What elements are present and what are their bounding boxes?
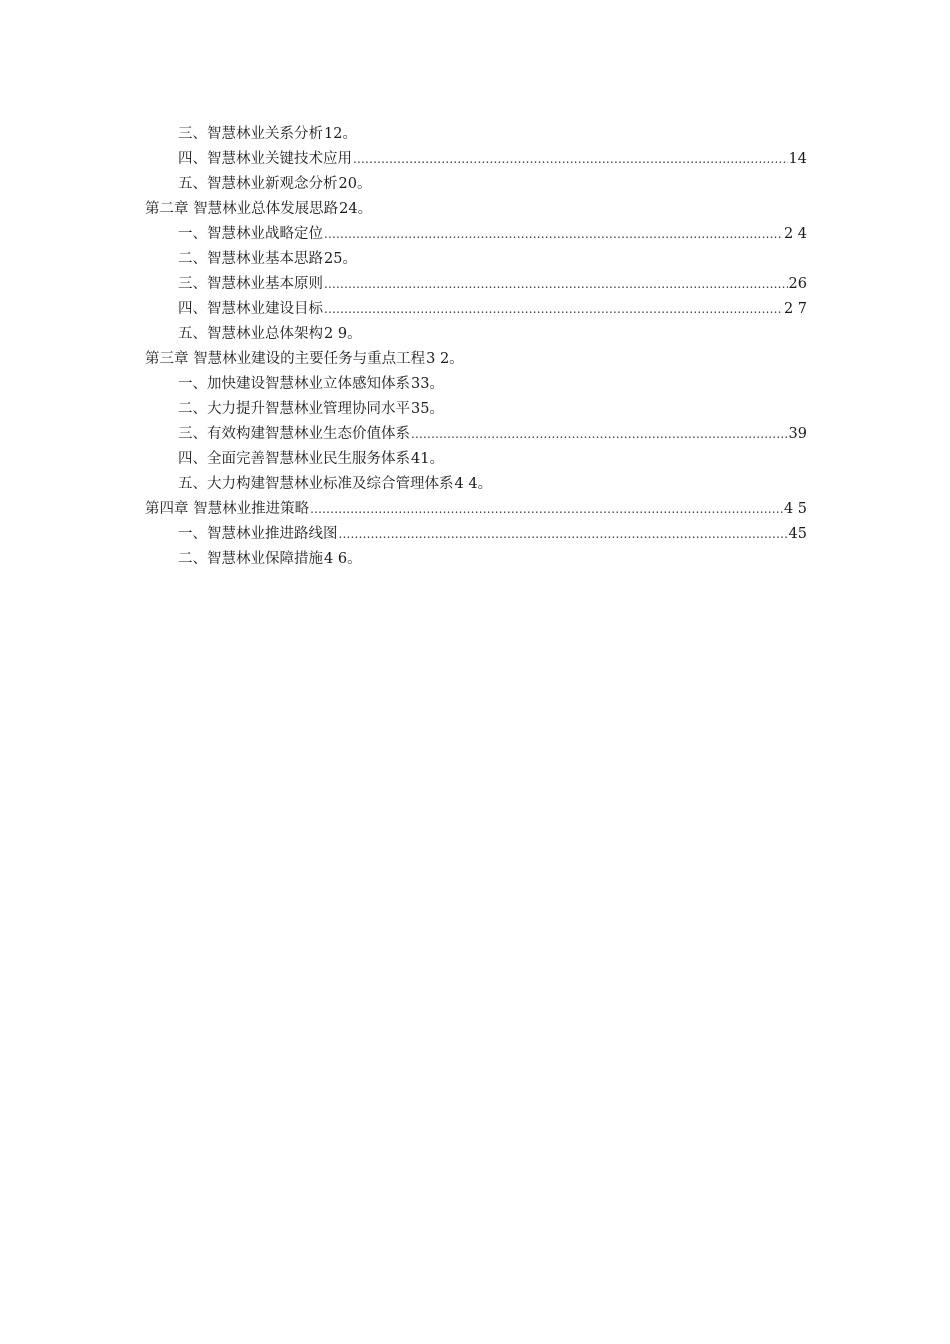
toc-entry-title: 二、大力提升智慧林业管理协同水平 bbox=[178, 401, 410, 417]
toc-entry-suffix: 。 bbox=[347, 551, 362, 567]
toc-page-number: 45 bbox=[788, 526, 807, 542]
toc-entry-suffix: 。 bbox=[356, 176, 372, 192]
toc-section-entry[interactable] bbox=[145, 172, 807, 197]
toc-dot-leader bbox=[324, 222, 783, 247]
toc-page-number: 25 bbox=[324, 251, 343, 267]
toc-section-entry[interactable] bbox=[145, 447, 807, 472]
toc-section-entry[interactable] bbox=[145, 272, 807, 297]
toc-section-entry[interactable] bbox=[145, 472, 807, 497]
toc-entry-title: 一、加快建设智慧林业立体感知体系 bbox=[178, 376, 410, 392]
toc-page-number: 2 4 bbox=[783, 226, 807, 242]
toc-page-number: 2 7 bbox=[783, 301, 807, 317]
toc-section-entry[interactable] bbox=[145, 322, 807, 347]
toc-page-number: 24 bbox=[339, 201, 358, 217]
toc-section-entry[interactable] bbox=[145, 422, 807, 447]
toc-page-number: 39 bbox=[788, 426, 807, 442]
toc-section-entry[interactable] bbox=[145, 247, 807, 272]
toc-page-number: 3 2 bbox=[426, 351, 450, 367]
toc-entry-title: 五、大力构建智慧林业标准及综合管理体系 bbox=[178, 476, 454, 492]
toc-entry-suffix: 。 bbox=[342, 251, 357, 267]
toc-entry-suffix: 。 bbox=[342, 126, 357, 142]
toc-entry-title: 二、智慧林业基本思路 bbox=[178, 251, 323, 267]
toc-page-number: 12 bbox=[324, 126, 343, 142]
toc-page-number: 20 bbox=[338, 176, 357, 192]
toc-entry-title: 三、智慧林业关系分析 bbox=[178, 126, 323, 142]
toc-section-entry[interactable] bbox=[145, 372, 807, 397]
toc-page-number: 14 bbox=[788, 151, 807, 167]
toc-section-entry[interactable] bbox=[145, 547, 807, 572]
toc-section-entry[interactable] bbox=[145, 147, 807, 172]
toc-entry-title: 第二章 智慧林业总体发展思路 bbox=[145, 201, 339, 217]
toc-section-entry[interactable] bbox=[145, 297, 807, 322]
toc-chapter-entry[interactable] bbox=[145, 197, 807, 222]
toc-dot-leader bbox=[353, 147, 788, 172]
toc-entry-title: 五、智慧林业新观念分析 bbox=[178, 176, 338, 192]
toc-dot-leader bbox=[324, 297, 783, 322]
toc-dot-leader bbox=[339, 522, 788, 547]
toc-section-entry[interactable] bbox=[145, 122, 807, 147]
toc-dot-leader bbox=[411, 422, 788, 447]
toc-entry-title: 一、智慧林业战略定位 bbox=[178, 226, 323, 242]
toc-page-number: 4 6 bbox=[324, 551, 348, 567]
toc-page-number: 41 bbox=[411, 451, 430, 467]
toc-dot-leader bbox=[324, 272, 788, 297]
toc-entry-title: 四、全面完善智慧林业民生服务体系 bbox=[178, 451, 410, 467]
toc-entry-title: 第四章 智慧林业推进策略 bbox=[145, 501, 310, 517]
toc-chapter-entry[interactable] bbox=[145, 497, 807, 522]
toc-page-number: 35 bbox=[411, 401, 430, 417]
toc-entry-title: 四、智慧林业建设目标 bbox=[178, 301, 323, 317]
toc-page-number: 26 bbox=[788, 276, 807, 292]
toc-dot-leader bbox=[310, 497, 783, 522]
toc-entry-title: 三、智慧林业基本原则 bbox=[178, 276, 323, 292]
toc-section-entry[interactable] bbox=[145, 397, 807, 422]
toc-page-number: 2 9 bbox=[324, 326, 348, 342]
toc-page-number: 4 5 bbox=[783, 501, 807, 517]
toc-page-number: 33 bbox=[411, 376, 430, 392]
table-of-contents bbox=[145, 122, 807, 572]
toc-entry-title: 二、智慧林业保障措施 bbox=[178, 551, 323, 567]
toc-entry-title: 一、智慧林业推进路线图 bbox=[178, 526, 338, 542]
toc-page-number: 4 4 bbox=[454, 476, 478, 492]
toc-entry-suffix: 。 bbox=[357, 201, 373, 217]
toc-entry-title: 三、有效构建智慧林业生态价值体系 bbox=[178, 426, 410, 442]
toc-entry-title: 第三章 智慧林业建设的主要任务与重点工程 bbox=[145, 351, 426, 367]
toc-chapter-entry[interactable] bbox=[145, 347, 807, 372]
toc-entry-suffix: 。 bbox=[347, 326, 362, 342]
toc-entry-suffix: 。 bbox=[449, 351, 464, 367]
toc-entry-title: 五、智慧林业总体架构 bbox=[178, 326, 323, 342]
toc-entry-suffix: 。 bbox=[429, 451, 444, 467]
toc-entry-title: 四、智慧林业关键技术应用 bbox=[178, 151, 352, 167]
toc-entry-suffix: 。 bbox=[429, 401, 444, 417]
toc-entry-suffix: 。 bbox=[429, 376, 444, 392]
toc-entry-suffix: 。 bbox=[477, 476, 493, 492]
toc-section-entry[interactable] bbox=[145, 222, 807, 247]
toc-section-entry[interactable] bbox=[145, 522, 807, 547]
